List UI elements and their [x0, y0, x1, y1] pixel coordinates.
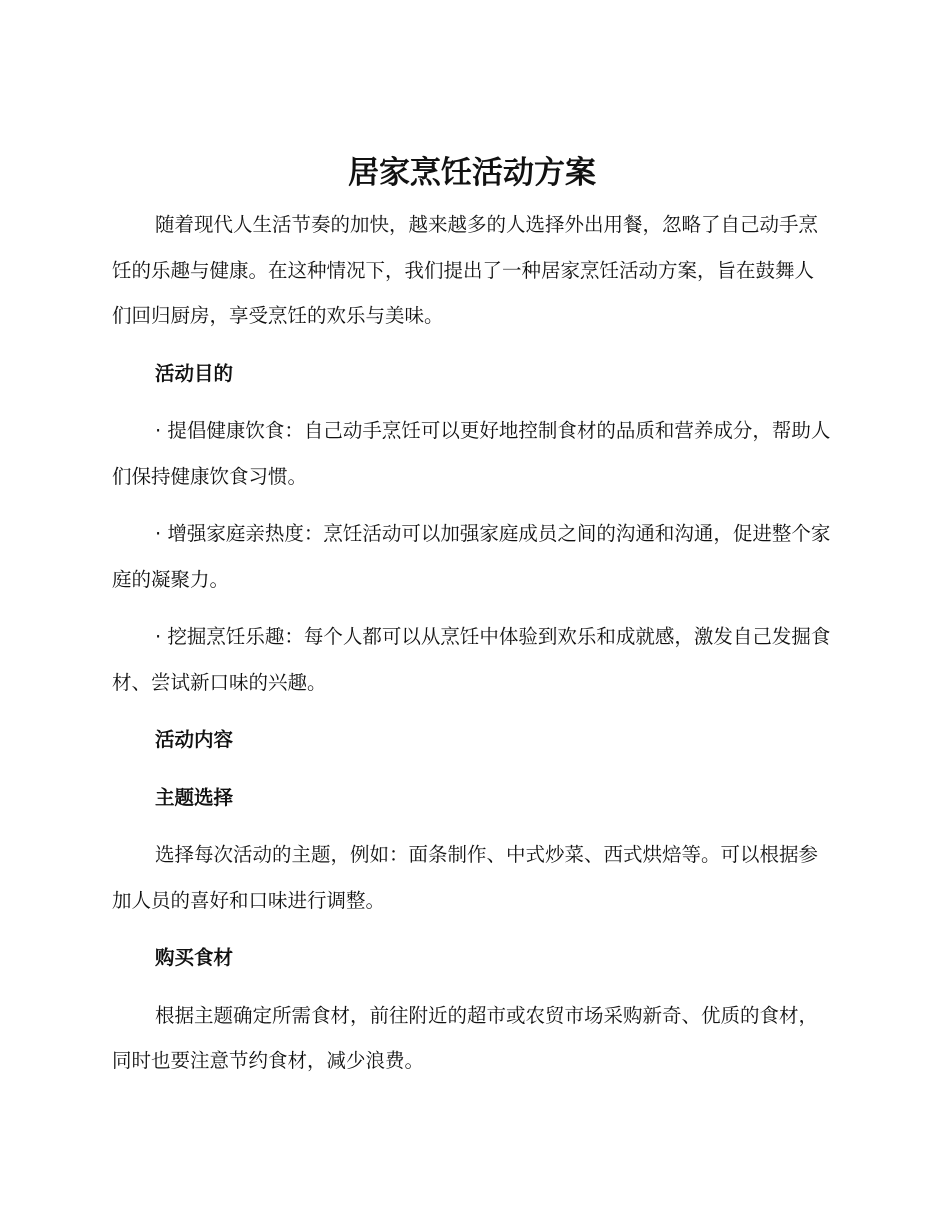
spacer — [112, 602, 832, 614]
theme-paragraph: 选择每次活动的主题，例如：面条制作、中式炒菜、西式烘焙等。可以根据参加人员的喜好和口味进行调整。 — [112, 843, 819, 912]
spacer — [112, 981, 832, 993]
spacer — [112, 396, 832, 408]
content-heading: 活动内容 — [155, 728, 234, 751]
spacer — [112, 705, 832, 717]
purpose-item: · 挖掘烹饪乐趣：每个人都可以从烹饪中体验到欢乐和成就感，激发自己发掘食材、尝试新口味的兴趣。 — [112, 625, 831, 694]
spacer — [112, 499, 832, 511]
spacer — [112, 339, 832, 351]
purpose-item: · 提倡健康饮食：自己动手烹饪可以更好地控制食材的品质和营养成分，帮助人们保持健康饮食习惯。 — [112, 419, 831, 488]
intro-paragraph: 随着现代人生活节奏的加快，越来越多的人选择外出用餐，忽略了自己动手烹饪的乐趣与健康。在这种情况下，我们提出了一种居家烹饪活动方案，旨在鼓舞人们回归厨房，享受烹饪的欢乐与美味。 — [112, 213, 819, 327]
page-title: 居家烹饪活动方案 — [348, 155, 596, 191]
spacer — [112, 763, 832, 775]
purchase-paragraph: 根据主题确定所需食材，前往附近的超市或农贸市场采购新奇、优质的食材，同时也要注意节约食材，减少浪费。 — [112, 1003, 819, 1072]
spacer — [112, 820, 832, 832]
purchase-heading: 购买食材 — [155, 946, 234, 969]
purpose-item: · 增强家庭亲热度：烹饪活动可以加强家庭成员之间的沟通和沟通，促进整个家庭的凝聚力。 — [112, 522, 831, 591]
document-page — [112, 148, 832, 1084]
theme-heading: 主题选择 — [155, 785, 234, 809]
purpose-heading: 活动目的 — [155, 361, 234, 385]
spacer — [112, 923, 832, 935]
